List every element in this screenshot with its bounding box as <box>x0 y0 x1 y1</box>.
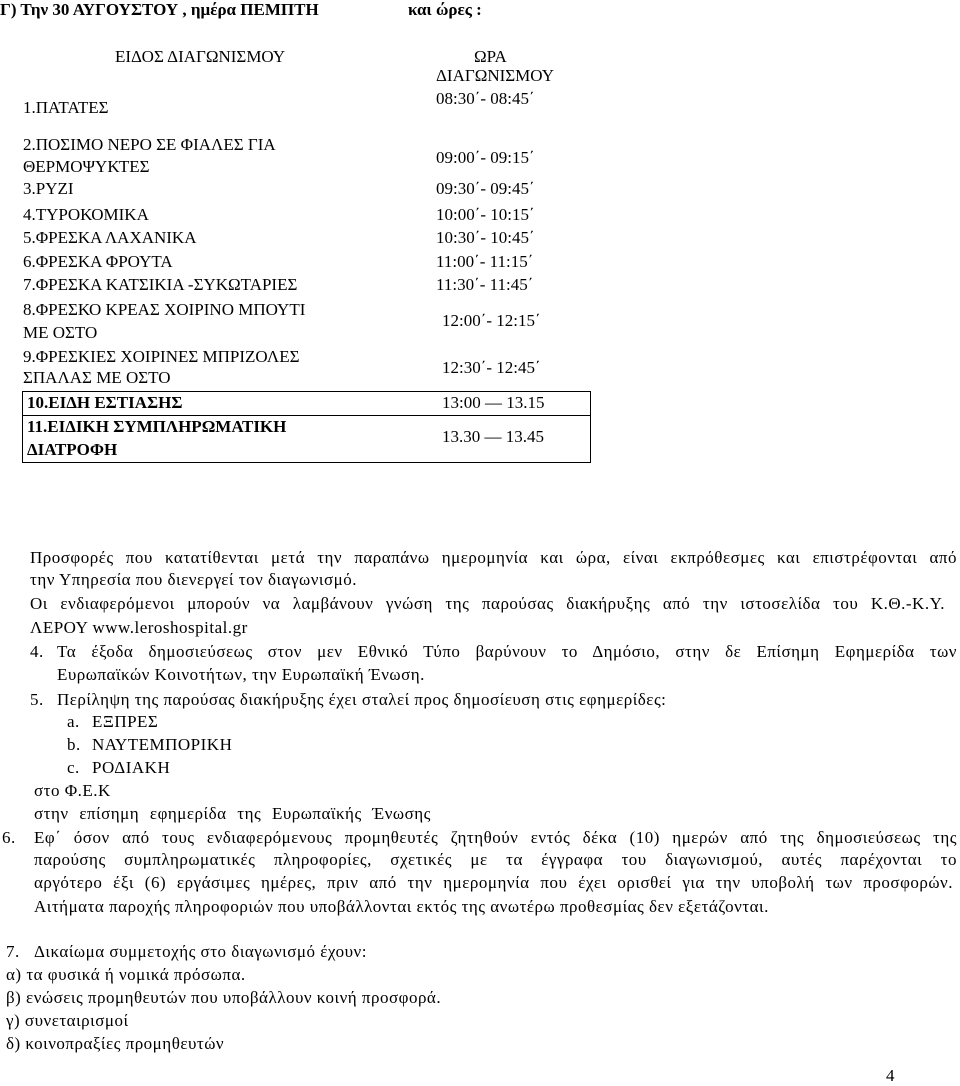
table-header-item: ΕΙΔΟΣ ΔΙΑΓΩΝΙΣΜΟΥ <box>115 47 286 66</box>
row-item: 10.ΕΙΔΗ ΕΣΤΙΑΣΗΣ <box>27 393 183 412</box>
eligible-item: δ) κοινοπραξίες προμηθευτών <box>6 1034 225 1053</box>
row-time: 10:00΄- 10:15΄ <box>436 205 535 224</box>
item6-line1: Εφ΄ όσον από τους ενδιαφερόμενους προμηθευτές ζητηθούν εντός δέκα (10) ημερών από της δημοσιεύσεως της <box>34 828 957 847</box>
newspaper-name: ΕΞΠΡΕΣ <box>92 712 159 731</box>
row-time: 12:00΄- 12:15΄ <box>442 311 541 330</box>
row-item: 6.ΦΡΕΣΚΑ ΦΡΟΥΤΑ <box>23 252 173 271</box>
page-number: 4 <box>886 1066 895 1085</box>
row-time: 10:30΄- 10:45΄ <box>436 228 535 247</box>
row-time: 11:30΄- 11:45΄ <box>436 275 534 294</box>
item7-number: 7. <box>6 942 20 961</box>
schedule-heading-time: και ώρες : <box>408 0 482 19</box>
row-item-continued: ΘΕΡΜΟΨΥΚΤΕΣ <box>23 157 150 176</box>
item4-line2: Ευρωπαϊκών Κοινοτήτων, την Ευρωπαϊκή Ένωση. <box>57 665 425 684</box>
item4-number: 4. <box>30 642 44 661</box>
item6-line4: Αιτήματα παροχής πληροφοριών που υποβάλλονται εκτός της ανωτέρω προθεσμίας δεν εξετάζονται. <box>34 897 769 916</box>
row-time: 12:30΄- 12:45΄ <box>442 358 541 377</box>
row-item: 8.ΦΡΕΣΚΟ ΚΡΕΑΣ ΧΟΙΡΙΝΟ ΜΠΟΥΤΙ <box>23 300 306 319</box>
schedule-table <box>0 0 960 470</box>
table-border-right <box>590 391 591 463</box>
row-item: 4.ΤΥΡΟΚΟΜΙΚΑ <box>23 205 149 224</box>
row-item: 9.ΦΡΕΣΚΙΕΣ ΧΟΙΡΙΝΕΣ ΜΠΡΙΖΟΛΕΣ <box>23 347 300 366</box>
row-item: 2.ΠΟΣΙΜΟ ΝΕΡΟ ΣΕ ΦΙΑΛΕΣ ΓΙΑ <box>23 135 276 154</box>
row-item: 5.ΦΡΕΣΚΑ ΛΑΧΑΝΙΚΑ <box>23 228 197 247</box>
row-time: 08:30΄- 08:45΄ <box>436 89 535 108</box>
info-access-line2 <box>30 618 248 638</box>
list-marker: a. <box>67 712 80 731</box>
row-time: 11:00΄- 11:15΄ <box>436 252 534 271</box>
row-item: 7.ΦΡΕΣΚΑ ΚΑΤΣΙΚΙΑ -ΣΥΚΩΤΑΡΙΕΣ <box>23 275 298 294</box>
row-time: 13:00 — 13.15 <box>442 393 545 412</box>
newspaper-name: ΡΟΔΙΑΚΗ <box>92 758 171 777</box>
row-item: 11.ΕΙΔΙΚΗ ΣΥΜΠΛΗΡΩΜΑΤΙΚΗ <box>27 417 287 436</box>
table-border-bottom <box>22 462 591 463</box>
list-marker: b. <box>67 735 81 754</box>
newspaper-name: ΝΑΥΤΕΜΠΟΡΙΚΗ <box>92 735 233 754</box>
item6-line2: παρούσης συμπληρωματικές πληροφορίες, σχετικές με τα έγγραφα του διαγωνισμού, αυτές παρέχονται το <box>34 850 957 869</box>
row-item-continued: ΜΕ ΟΣΤΟ <box>23 323 98 342</box>
late-offers-line1: Προσφορές που κατατίθενται μετά την παραπάνω ημερομηνία και ώρα, είναι εκπρόθεσμες και επιστρέφονται από <box>30 548 957 567</box>
item6-line3: αργότερο έξι (6) εργάσιμες ημέρες, πριν από την ημερομηνία που έχει ορισθεί για την υποβολή των προσφορών. <box>34 873 953 892</box>
item5-number: 5. <box>30 690 44 709</box>
gazette-line: στο Φ.Ε.Κ <box>34 781 111 800</box>
row-time: 09:00΄- 09:15΄ <box>436 148 535 167</box>
schedule-heading-date: Γ) Την 30 ΑΥΓΟΥΣΤΟΥ , ημέρα ΠΕΜΠΤΗ <box>0 0 319 19</box>
item7-text: Δικαίωμα συμμετοχής στο διαγωνισμό έχουν: <box>34 942 367 961</box>
row-item-continued: ΣΠΑΛΑΣ ΜΕ ΟΣΤΟ <box>23 368 171 387</box>
list-marker: c. <box>67 758 80 777</box>
website-url: www.leroshospital.gr <box>92 618 248 637</box>
row-time: 09:30΄- 09:45΄ <box>436 179 535 198</box>
row-item: 1.ΠΑΤΑΤΕΣ <box>23 98 109 117</box>
table-header-time-line1: ΩΡΑ <box>474 47 507 66</box>
item6-number: 6. <box>2 828 16 847</box>
table-border-left <box>22 391 23 463</box>
eligible-item: β) ενώσεις προμηθευτών που υποβάλλουν κοινή προσφορά. <box>6 988 442 1007</box>
item5-text: Περίληψη της παρούσας διακήρυξης έχει σταλεί προς δημοσίευση στις εφημερίδες: <box>57 690 667 709</box>
table-border-top <box>22 391 591 392</box>
late-offers-line2: την Υπηρεσία που διενεργεί τον διαγωνισμό. <box>30 570 358 589</box>
eu-journal-line: στην επίσημη εφημερίδα της Ευρωπαϊκής Ένωσης <box>34 804 431 823</box>
eligible-item: α) τα φυσικά ή νομικά πρόσωπα. <box>6 965 246 984</box>
eligible-item: γ) συνεταιρισμοί <box>6 1011 129 1030</box>
info-access-line1: Οι ενδιαφερόμενοι μπορούν να λαμβάνουν γνώση της παρούσας διακήρυξης από την ιστοσελίδα του Κ.Θ.-Κ.Υ. <box>30 594 945 613</box>
row-item-continued: ΔΙΑΤΡΟΦΗ <box>27 440 118 459</box>
table-header-time-line2: ΔΙΑΓΩΝΙΣΜΟΥ <box>436 66 554 85</box>
item4-line1: Τα έξοδα δημοσιεύσεως στον μεν Εθνικό Τύπο βαρύνουν το Δημόσιο, στην δε Επίσημη Εφημερίδα των <box>57 642 957 661</box>
row-time: 13.30 — 13.45 <box>442 427 544 446</box>
institution-name: ΛΕΡΟΥ <box>30 618 88 637</box>
row-item: 3.ΡΥΖΙ <box>23 179 74 198</box>
table-border-middle <box>22 415 591 416</box>
